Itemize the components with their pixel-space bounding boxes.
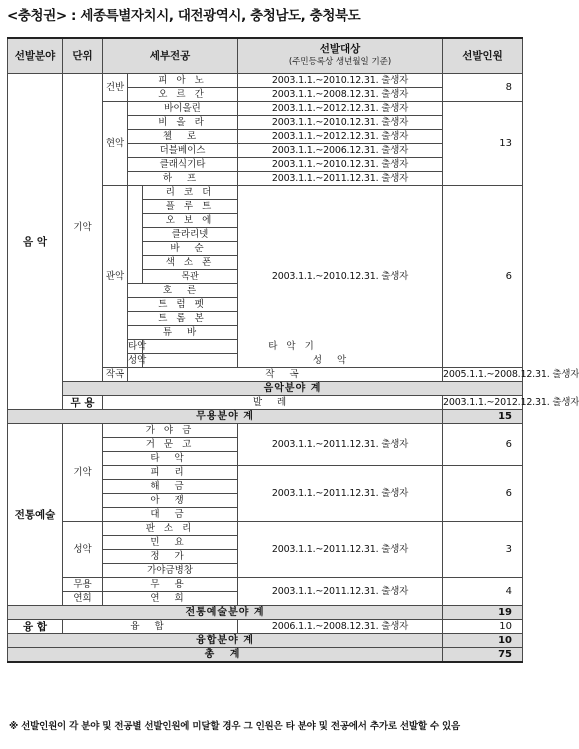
- table-row: [8, 522, 523, 536]
- count-keyboard: 8: [443, 74, 523, 102]
- field-music: 음 악: [8, 74, 63, 410]
- major-trumpet: 트 럼 펫: [128, 298, 238, 312]
- field-traditional: 전통예술: [8, 424, 63, 606]
- major-gayageum: 가 야 금: [103, 424, 238, 438]
- unit-composition: 작곡: [103, 368, 128, 382]
- major-pansori: 판 소 리: [103, 522, 238, 536]
- page-title: <충청권> : 세종특별자치시, 대전광역시, 충청남도, 충청북도: [7, 8, 361, 24]
- major-harp: 하 프: [128, 172, 238, 186]
- target-harp: 2003.1.1.~2011.12.31. 출생자: [238, 172, 443, 186]
- target-ballet: 2003.1.1.~2012.12.31. 출생자: [443, 396, 579, 408]
- major-ballet: 발 레: [103, 396, 443, 410]
- count-fusion: 10: [443, 620, 523, 634]
- unit-trad-play: 연희: [63, 592, 103, 606]
- major-composition: 작 곡: [128, 368, 443, 382]
- target-trad-c: 2003.1.1.~2011.12.31. 출생자: [238, 522, 443, 578]
- target-winds: 2003.1.1.~2010.12.31. 출생자: [238, 186, 443, 368]
- header-major: 세부전공: [103, 38, 238, 74]
- subtotal-row: [8, 382, 523, 396]
- table-row: [8, 578, 523, 592]
- major-bassoon: 바 순: [143, 242, 238, 256]
- fusion-total-label: 융합분야 계: [8, 634, 443, 648]
- major-organ: 오 르 간: [128, 88, 238, 102]
- traditional-total-label: 전통예술분야 계: [8, 606, 443, 620]
- major-contrabass: 더블베이스: [128, 144, 238, 158]
- grand-total: 75: [443, 648, 523, 663]
- count-trad-d: 4: [443, 578, 523, 606]
- major-fusion: 융 합: [63, 620, 238, 634]
- major-tuba: 튜 바: [128, 326, 238, 340]
- target-fusion: 2006.1.1.~2008.12.31. 출생자: [238, 620, 443, 634]
- major-clarinet: 클라리넷: [143, 228, 238, 242]
- major-minyo: 민 요: [103, 536, 238, 550]
- major-violin: 바이올린: [128, 102, 238, 116]
- table-row: [8, 424, 523, 438]
- woodwind-text: 목관: [181, 271, 199, 282]
- target-organ: 2003.1.1.~2008.12.31. 출생자: [238, 88, 443, 102]
- major-viola: 비 올 라: [128, 116, 238, 130]
- table-header: [8, 38, 523, 74]
- subtotal-row: [8, 410, 523, 424]
- target-composition: 2005.1.1.~2008.12.31. 출생자: [443, 368, 579, 380]
- target-cello: 2003.1.1.~2012.12.31. 출생자: [238, 130, 443, 144]
- field-dance: 무 용: [63, 396, 103, 410]
- header-count: 선발인원: [443, 38, 523, 74]
- unit-vocal: 성악: [128, 354, 147, 366]
- music-total-label: 음악분야 계: [63, 382, 523, 396]
- target-contrabass: 2003.1.1.~2006.12.31. 출생자: [238, 144, 443, 158]
- table-row: [8, 620, 523, 634]
- count-trad-b: 6: [443, 466, 523, 522]
- major-geomungo: 거 문 고: [103, 438, 238, 452]
- target-viola: 2003.1.1.~2010.12.31. 출생자: [238, 116, 443, 130]
- table-row: [8, 74, 523, 88]
- target-guitar: 2003.1.1.~2010.12.31. 출생자: [238, 158, 443, 172]
- subtotal-row: [8, 606, 523, 620]
- target-trad-b: 2003.1.1.~2011.12.31. 출생자: [238, 466, 443, 522]
- fusion-total: 10: [443, 634, 523, 648]
- subtotal-row: [8, 634, 523, 648]
- major-cello: 첼 로: [128, 130, 238, 144]
- table-row: [8, 396, 523, 410]
- target-violin: 2003.1.1.~2012.12.31. 출생자: [238, 102, 443, 116]
- major-haegeum: 해 금: [103, 480, 238, 494]
- header-unit: 단위: [63, 38, 103, 74]
- major-oboe: 오 보 에: [143, 214, 238, 228]
- major-horn: 호 른: [128, 284, 238, 298]
- header-target: 선발대상 (주민등록상 생년월일 기준): [238, 38, 443, 74]
- woodwind-label: [143, 270, 238, 284]
- major-vocal: 성 악: [143, 354, 523, 368]
- major-piri: 피 리: [103, 466, 238, 480]
- unit-trad-dance: 무용: [63, 578, 103, 592]
- major-trad-dance: 무 용: [103, 578, 238, 592]
- unit-instrumental: 기악: [63, 74, 103, 382]
- group-strings: 현악: [103, 102, 128, 186]
- major-flute: 플 루 트: [143, 200, 238, 214]
- selection-table: [7, 37, 579, 663]
- count-trad-c: 3: [443, 522, 523, 578]
- footnote: ※ 선발인원이 각 분야 및 전공별 선발인원에 미달할 경우 그 인원은 타 분야 및 전공에서 추가로 선발할 수 있음: [9, 721, 460, 732]
- header-field: 선발분야: [8, 38, 63, 74]
- count-winds: 6: [443, 186, 523, 368]
- major-daegeum: 대 금: [103, 508, 238, 522]
- major-trad-play: 연 희: [103, 592, 238, 606]
- count-strings: 13: [443, 102, 523, 186]
- dance-total-label: 무용분야 계: [8, 410, 443, 424]
- group-winds: 관악: [103, 186, 128, 368]
- major-trombone: 트 롬 본: [128, 312, 238, 326]
- major-jeongga: 정 가: [103, 550, 238, 564]
- target-piano: 2003.1.1.~2010.12.31. 출생자: [238, 74, 443, 88]
- major-ajaeng: 아 쟁: [103, 494, 238, 508]
- grand-total-label: 총 계: [8, 648, 443, 663]
- dance-total: 15: [443, 410, 523, 424]
- traditional-total: 19: [443, 606, 523, 620]
- major-piano: 피 아 노: [128, 74, 238, 88]
- major-recorder: 리 코 더: [143, 186, 238, 200]
- count-trad-a: 6: [443, 424, 523, 466]
- target-trad-d: 2003.1.1.~2011.12.31. 출생자: [238, 578, 443, 606]
- group-keyboard: 건반: [103, 74, 128, 102]
- major-percussion: 타 악 기: [143, 340, 443, 354]
- major-guitar: 클래식기타: [128, 158, 238, 172]
- target-trad-a: 2003.1.1.~2011.12.31. 출생자: [238, 424, 443, 466]
- major-saxophone: 색 소 폰: [143, 256, 238, 270]
- unit-trad-instrumental: 기악: [63, 424, 103, 522]
- major-byeongchang: 가야금병창: [103, 564, 238, 578]
- unit-trad-vocal: 성악: [63, 522, 103, 578]
- grand-total-row: [8, 648, 523, 663]
- field-fusion: 융 합: [8, 620, 63, 634]
- group-percussion: 타악: [128, 340, 147, 352]
- major-tak: 타 악: [103, 452, 238, 466]
